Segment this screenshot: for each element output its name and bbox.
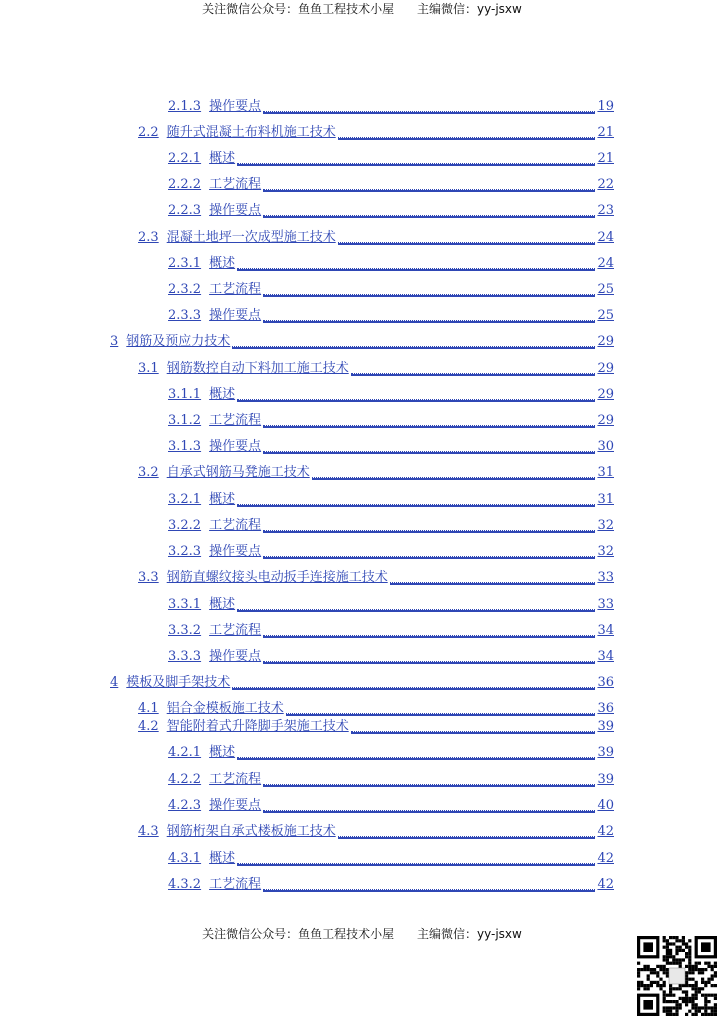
toc-entry-page: 25 (597, 308, 614, 323)
toc-dot-leader (237, 503, 595, 505)
toc-dot-leader (338, 136, 596, 138)
toc-entry-title: 概述 (209, 151, 236, 166)
toc-entry-page: 31 (597, 492, 614, 507)
toc-entry-page: 25 (597, 282, 614, 297)
toc-entry[interactable] (168, 386, 614, 402)
toc-entry-number: 4.2.1 (168, 745, 202, 760)
toc-dot-leader (263, 783, 595, 785)
toc-entry-page: 22 (597, 177, 614, 192)
toc-entry-number: 2.1.3 (168, 99, 202, 114)
toc-entry[interactable] (168, 307, 614, 323)
toc-entry-number: 2.2.3 (168, 203, 202, 218)
toc-entry-number: 3.2.3 (168, 544, 202, 559)
toc-entry-number: 4.1 (138, 701, 159, 716)
toc-dot-leader (263, 888, 595, 890)
toc-entry-page: 24 (597, 230, 614, 245)
toc-entry-title: 工艺流程 (209, 282, 262, 297)
toc-dot-leader (237, 756, 595, 758)
toc-entry-title: 工艺流程 (209, 772, 262, 787)
toc-dot-leader (237, 608, 595, 610)
page-footer: 关注微信公众号：鱼鱼工程技术小屋 主编微信：yy-jsxw (202, 927, 522, 941)
toc-entry[interactable] (138, 124, 614, 140)
toc-entry-number: 3.1.3 (168, 439, 202, 454)
toc-dot-leader (263, 214, 595, 216)
toc-dot-leader (263, 529, 595, 531)
toc-entry-page: 23 (597, 203, 614, 218)
toc-dot-leader (312, 476, 596, 478)
toc-entry-number: 2.2 (138, 125, 159, 140)
toc-entry-title: 智能附着式升降脚手架施工技术 (166, 719, 349, 734)
toc-entry-title: 钢筋直螺纹接头电动扳手连接施工技术 (166, 570, 388, 585)
toc-entry-page: 39 (597, 745, 614, 760)
toc-entry-title: 操作要点 (209, 798, 262, 813)
toc-entry-title: 操作要点 (209, 439, 262, 454)
toc-dot-leader (263, 110, 595, 112)
toc-entry-number: 2.3.2 (168, 282, 202, 297)
toc-entry-number: 2.3 (138, 230, 159, 245)
toc-entry-title: 概述 (209, 256, 236, 271)
toc-entry-page: 19 (597, 99, 614, 114)
toc-entry-page: 39 (597, 772, 614, 787)
toc-entry-page: 29 (597, 413, 614, 428)
toc-dot-leader (237, 162, 595, 164)
toc-entry-title: 模板及脚手架技术 (126, 675, 231, 690)
toc-entry-page: 34 (597, 649, 614, 664)
toc-entry[interactable] (168, 176, 614, 192)
toc-entry-number: 3.2 (138, 465, 159, 480)
toc-dot-leader (263, 293, 595, 295)
toc-entry-title: 操作要点 (209, 308, 262, 323)
toc-entry-title: 工艺流程 (209, 177, 262, 192)
toc-dot-leader (232, 686, 595, 688)
toc-entry[interactable] (168, 281, 614, 297)
toc-entry-page: 21 (597, 151, 614, 166)
toc-entry[interactable] (168, 517, 614, 533)
toc-entry-page: 40 (597, 798, 614, 813)
toc-entry-title: 钢筋桁架自承式楼板施工技术 (166, 824, 336, 839)
toc-dot-leader (263, 634, 595, 636)
toc-entry[interactable] (110, 674, 614, 690)
toc-entry-page: 31 (597, 465, 614, 480)
toc-entry[interactable] (168, 202, 614, 218)
toc-entry-number: 4.2.2 (168, 772, 202, 787)
toc-entry-page: 39 (597, 719, 614, 734)
toc-entry-title: 钢筋及预应力技术 (126, 334, 231, 349)
toc-entry[interactable] (168, 744, 614, 760)
toc-dot-leader (263, 660, 595, 662)
toc-entry[interactable] (168, 412, 614, 428)
toc-dot-leader (338, 241, 596, 243)
toc-entry[interactable] (168, 876, 614, 892)
toc-entry-title: 操作要点 (209, 544, 262, 559)
toc-dot-leader (237, 398, 595, 400)
toc-entry[interactable] (138, 823, 614, 839)
toc-entry-title: 工艺流程 (209, 413, 262, 428)
toc-dot-leader (263, 188, 595, 190)
toc-entry-number: 4.2.3 (168, 798, 202, 813)
toc-entry[interactable] (138, 464, 614, 480)
toc-entry-title: 自承式钢筋马凳施工技术 (166, 465, 310, 480)
toc-entry-number: 4.3 (138, 824, 159, 839)
toc-entry-number: 4.3.2 (168, 877, 202, 892)
toc-entry-title: 工艺流程 (209, 877, 262, 892)
toc-dot-leader (351, 372, 596, 374)
toc-entry-title: 操作要点 (209, 203, 262, 218)
toc-entry-number: 3.3 (138, 570, 159, 585)
toc-entry[interactable] (168, 491, 614, 507)
toc-entry-number: 3.3.2 (168, 623, 202, 638)
toc-entry[interactable] (138, 360, 614, 376)
toc-entry-number: 3.1 (138, 361, 159, 376)
toc-entry-page: 29 (597, 334, 614, 349)
toc-entry-title: 工艺流程 (209, 518, 262, 533)
toc-entry-number: 2.2.2 (168, 177, 202, 192)
toc-dot-leader (263, 424, 595, 426)
toc-entry-number: 4.2 (138, 719, 159, 734)
toc-dot-leader (286, 712, 596, 714)
toc-dot-leader (338, 835, 596, 837)
page-header: 关注微信公众号：鱼鱼工程技术小屋 主编微信：yy-jsxw (202, 2, 522, 16)
toc-entry-page: 42 (597, 824, 614, 839)
toc-entry-page: 34 (597, 623, 614, 638)
toc-entry-title: 工艺流程 (209, 623, 262, 638)
toc-entry-page: 32 (597, 544, 614, 559)
toc-entry-number: 3 (110, 334, 119, 349)
toc-entry-page: 33 (597, 570, 614, 585)
toc-entry-title: 随升式混凝土布料机施工技术 (166, 125, 336, 140)
toc-entry-number: 2.3.1 (168, 256, 202, 271)
toc-dot-leader (263, 450, 595, 452)
toc-entry-title: 混凝土地坪一次成型施工技术 (166, 230, 336, 245)
toc-entry[interactable] (138, 700, 614, 716)
toc-entry-title: 操作要点 (209, 649, 262, 664)
toc-entry-number: 3.2.1 (168, 492, 202, 507)
toc-entry-number: 3.1.2 (168, 413, 202, 428)
toc-entry-title: 概述 (209, 851, 236, 866)
toc-entry-title: 铝合金模板施工技术 (166, 701, 284, 716)
toc-entry[interactable] (168, 255, 614, 271)
toc-entry[interactable] (110, 333, 614, 349)
toc-entry-number: 3.3.3 (168, 649, 202, 664)
toc-entry[interactable] (168, 596, 614, 612)
toc-dot-leader (351, 730, 596, 732)
toc-entry-title: 概述 (209, 387, 236, 402)
toc-entry-page: 36 (597, 701, 614, 716)
toc-entry-title: 操作要点 (209, 99, 262, 114)
toc-entry-page: 29 (597, 361, 614, 376)
toc-entry-page: 21 (597, 125, 614, 140)
toc-entry-page: 42 (597, 851, 614, 866)
toc-entry-number: 3.3.1 (168, 597, 202, 612)
toc-entry[interactable] (168, 98, 614, 114)
toc-entry[interactable] (168, 771, 614, 787)
qr-code-icon (637, 936, 717, 1016)
toc-entry[interactable] (138, 569, 614, 585)
toc-entry-number: 2.2.1 (168, 151, 202, 166)
toc-entry-title: 概述 (209, 492, 236, 507)
toc-entry[interactable] (168, 850, 614, 866)
toc-entry-number: 3.2.2 (168, 518, 202, 533)
toc-dot-leader (263, 555, 595, 557)
toc-entry-number: 4.3.1 (168, 851, 202, 866)
toc-entry-number: 4 (110, 675, 119, 690)
toc-dot-leader (232, 345, 595, 347)
toc-entry-number: 3.1.1 (168, 387, 202, 402)
toc-dot-leader (390, 581, 596, 583)
toc-entry-number: 2.3.3 (168, 308, 202, 323)
toc-entry[interactable] (138, 718, 614, 734)
toc-entry[interactable] (168, 150, 614, 166)
toc-dot-leader (263, 809, 595, 811)
toc-entry[interactable] (138, 229, 614, 245)
toc-dot-leader (237, 862, 595, 864)
toc-entry-page: 30 (597, 439, 614, 454)
toc-entry-title: 钢筋数控自动下料加工施工技术 (166, 361, 349, 376)
toc-entry-page: 36 (597, 675, 614, 690)
toc-entry[interactable] (168, 438, 614, 454)
toc-entry-title: 概述 (209, 745, 236, 760)
toc-entry[interactable] (168, 622, 614, 638)
toc-entry-page: 29 (597, 387, 614, 402)
toc-entry-page: 42 (597, 877, 614, 892)
toc-dot-leader (237, 267, 595, 269)
toc-dot-leader (263, 319, 595, 321)
toc-entry[interactable] (168, 648, 614, 664)
toc-entry-page: 32 (597, 518, 614, 533)
toc-entry-page: 24 (597, 256, 614, 271)
toc-entry-page: 33 (597, 597, 614, 612)
toc-entry[interactable] (168, 797, 614, 813)
toc-entry[interactable] (168, 543, 614, 559)
toc-entry-title: 概述 (209, 597, 236, 612)
